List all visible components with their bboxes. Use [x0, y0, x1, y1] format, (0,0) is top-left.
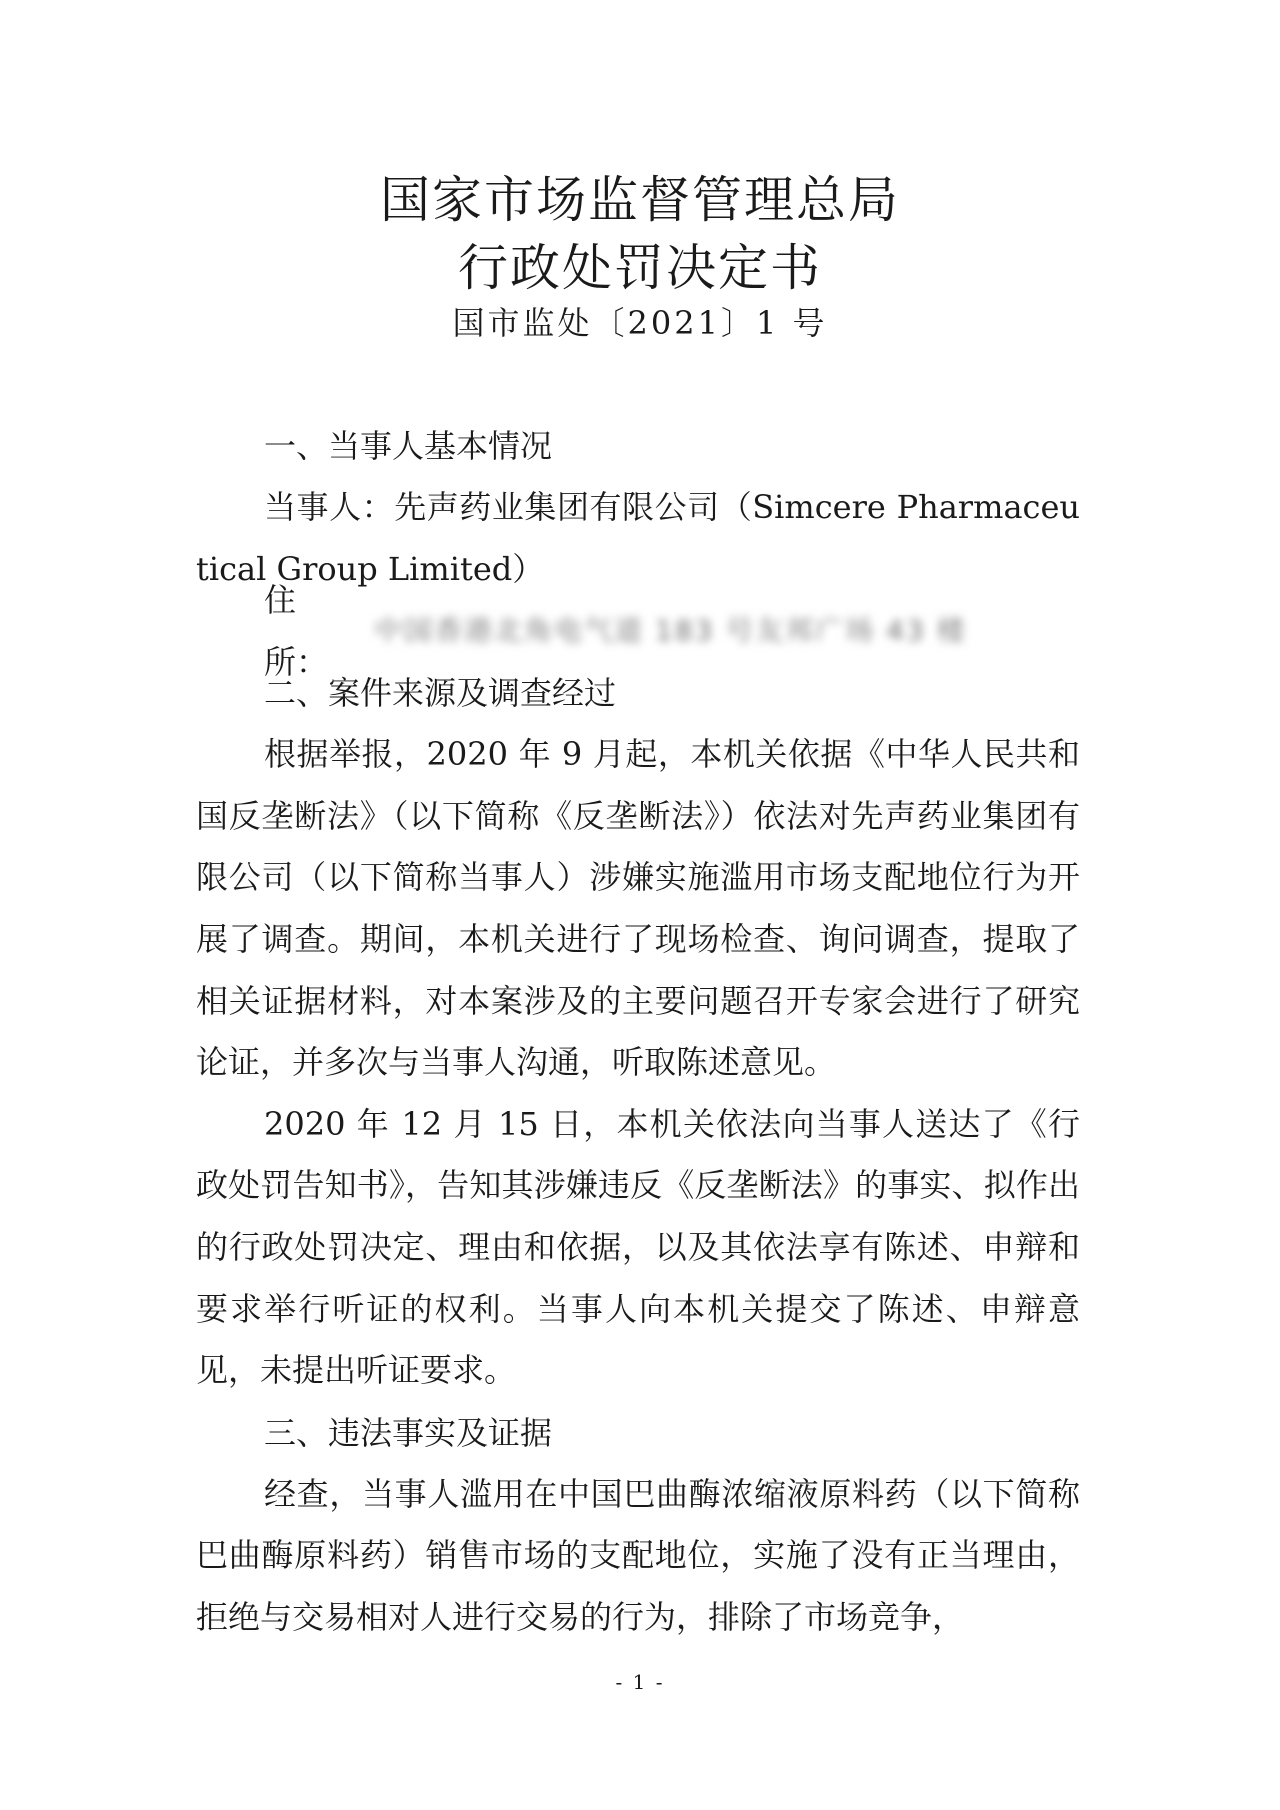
document-title-line1: 国家市场监督管理总局: [380, 171, 900, 229]
section-heading-facts: 三、违法事实及证据: [264, 1413, 553, 1452]
document-body: [196, 415, 1080, 1649]
section-heading-case-source: 二、案件来源及调查经过: [264, 674, 617, 713]
redacted-address: 中国香港北角电气道 183 号友邦广场 43 楼: [374, 614, 967, 648]
document-title-line2: 行政处罚决定书: [458, 239, 822, 297]
document-number: 国市监处〔2021〕1 号: [452, 304, 828, 342]
section-heading-party-info: 一、当事人基本情况: [264, 427, 553, 465]
facts-paragraph-1: 经查，当事人滥用在中国巴曲酶浓缩液原料药（以下简称巴曲酶原料药）销售市场的支配地位，实施了没有正当理由，拒绝与交易相对人进行交易的行为，排除了市场竞争，: [196, 1474, 1080, 1636]
address-row: [196, 581, 1080, 682]
page-number: - 1 -: [615, 1670, 665, 1694]
case-source-paragraph-2: 2020 年 12 月 15 日，本机关依法向当事人送达了《行政处罚告知书》，告知其涉嫌违反《反垄断法》的事实、拟作出的行政处罚决定、理由和依据，以及其依法享有陈述、申辩和要求举行听证的权利。当事人向本机关提交了陈述、申辩意见，未提出听证要求。: [196, 1104, 1080, 1390]
case-source-paragraph-1: 根据举报，2020 年 9 月起，本机关依据《中华人民共和国反垄断法》（以下简称《反垄断法》）依法对先声药业集团有限公司（以下简称当事人）涉嫌实施滥用市场支配地位行为开展了调查。期间，本机关进行了现场检查、询问调查，提取了相关证据材料，对本案涉及的主要问题召开专家会进行了研究论证，并多次与当事人沟通，听取陈述意见。: [196, 735, 1080, 1082]
party-paragraph: 当事人：先声药业集团有限公司（Simcere Pharmaceutical Group Limited）: [196, 488, 1080, 588]
address-label-part2: 所：: [264, 643, 329, 682]
address-label-part1: 住: [264, 581, 297, 620]
